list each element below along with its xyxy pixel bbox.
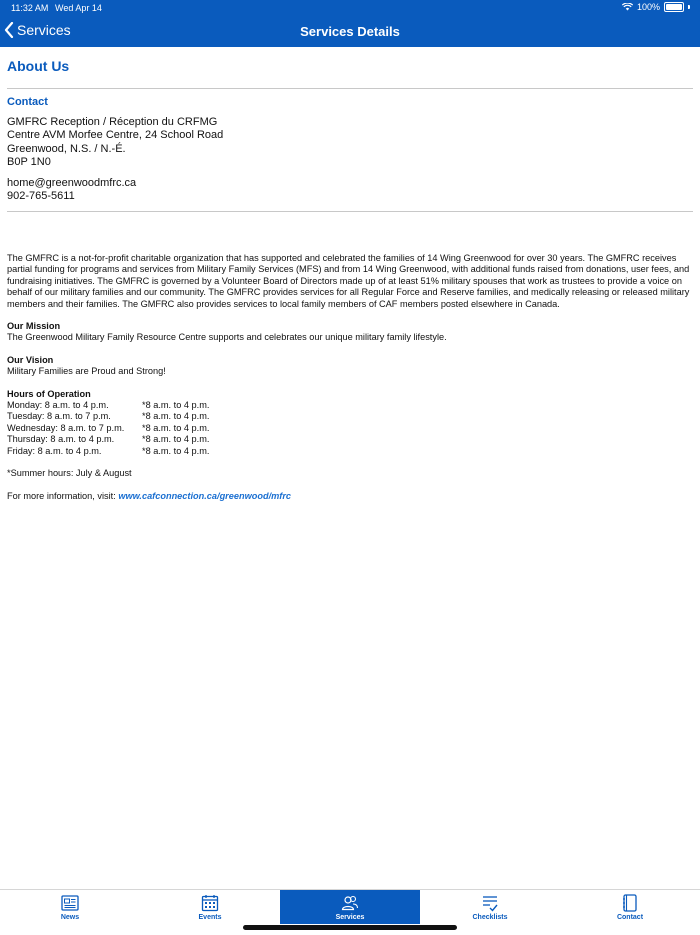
tab-contact[interactable] [560, 890, 700, 924]
service-description [7, 253, 693, 502]
spacer [7, 480, 693, 491]
contact-book-icon [620, 893, 640, 913]
hours-day: Wednesday: 8 a.m. to 7 p.m. [7, 422, 125, 433]
status-right [622, 2, 690, 12]
contact-address [7, 116, 223, 170]
newspaper-icon [60, 893, 80, 913]
contact-email[interactable]: home@greenwoodmfrc.ca [7, 177, 137, 189]
hours-row [7, 411, 693, 422]
checklist-icon [480, 893, 500, 913]
more-info [7, 491, 693, 502]
status-bar [0, 0, 700, 16]
hours-row [7, 446, 693, 457]
tab-label: Events [198, 914, 222, 921]
address-line: Greenwood, N.S. / N.-É. [7, 142, 126, 155]
summer-note: *Summer hours: July & August [7, 468, 132, 479]
spacer [7, 457, 693, 468]
wifi-icon [622, 3, 633, 11]
contact-heading: Contact [7, 96, 48, 108]
status-date: Wed Apr 14 [55, 3, 102, 13]
hours-summer: *8 a.m. to 4 p.m. [142, 411, 210, 422]
address-line: Centre AVM Morfee Centre, 24 School Road [7, 129, 224, 142]
top-bar [0, 0, 700, 47]
mission-heading: Our Mission [7, 321, 61, 332]
hours-summer: *8 a.m. to 4 p.m. [142, 422, 210, 433]
contact-phone[interactable]: 902-765-5611 [7, 190, 75, 203]
tab-label: News [60, 914, 80, 921]
divider [7, 211, 693, 212]
hours-day: Thursday: 8 a.m. to 4 p.m. [7, 434, 115, 445]
address-line: GMFRC Reception / Réception du CRFMG [7, 116, 218, 128]
tab-label: Checklists [472, 914, 508, 921]
hours-heading: Hours of Operation [7, 388, 91, 399]
home-indicator[interactable] [243, 925, 457, 930]
page-title: Services Details [300, 24, 400, 39]
back-label: Services [17, 22, 71, 38]
hours-row [7, 423, 693, 434]
tab-services[interactable] [280, 890, 420, 924]
battery-tip [688, 5, 690, 9]
status-time: 11:32 AM [11, 3, 49, 13]
tab-label: Contact [616, 914, 644, 921]
vision-text: Military Families are Proud and Strong! [7, 366, 166, 377]
hours-day: Monday: 8 a.m. to 4 p.m. [7, 400, 109, 411]
people-icon [340, 893, 360, 913]
hours-row [7, 400, 693, 411]
tab-events[interactable] [140, 890, 280, 924]
more-info-prefix: For more information, visit: [7, 490, 119, 501]
battery-percent: 100% [636, 2, 660, 12]
hours-summer: *8 a.m. to 4 p.m. [142, 400, 210, 411]
calendar-icon [200, 893, 220, 913]
hours-row [7, 434, 693, 445]
address-line: B0P 1N0 [7, 156, 51, 169]
hours-day: Friday: 8 a.m. to 4 p.m. [7, 445, 102, 456]
vision-heading: Our Vision [7, 354, 54, 365]
contact-details [7, 177, 136, 204]
about-heading: About Us [7, 58, 70, 74]
hours-summer: *8 a.m. to 4 p.m. [142, 445, 210, 456]
tab-checklists[interactable] [420, 890, 560, 924]
hours-summer: *8 a.m. to 4 p.m. [142, 434, 210, 445]
mission-text: The Greenwood Military Family Resource Centre supports and celebrates our unique military family lifestyle. [7, 332, 447, 343]
tab-label: Services [335, 914, 365, 921]
tab-news[interactable] [0, 890, 140, 924]
battery-icon [664, 2, 684, 12]
divider [7, 88, 693, 89]
description-text: The GMFRC is a not-for-profit charitable organization that has supported and celebrated the families of 14 Wing Greenwood for over 30 years. The GMFRC receives partial funding for programs and services from Military Family Services (MFS) and from 14 Wing Greenwood, with additional funds raised from donations, user fees, and fundraising initiatives. The GMFRC is governed by a Volunteer Board of Directors made up of at least 51% military spouses that work as trustees to provide a voice on behalf of our military families and our community. The GMFRC provides services for all Regular Force and Reserve families, and medically releasing or released military members and their families. The GMFRC also provides services to local family members of CAF members posted elsewhere in Canada. [7, 253, 690, 309]
hours-day: Tuesday: 8 a.m. to 7 p.m. [7, 411, 111, 422]
more-info-link[interactable]: www.cafconnection.ca/greenwood/mfrc [118, 490, 292, 501]
